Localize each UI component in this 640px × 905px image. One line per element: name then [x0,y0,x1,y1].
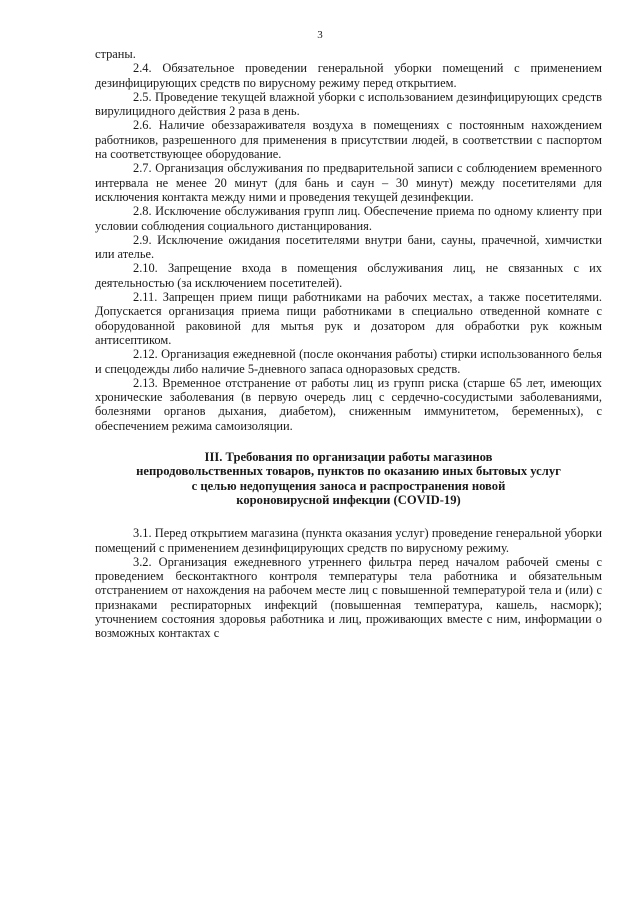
paragraph-2-9: 2.9. Исключение ожидания посетителями внутри бани, сауны, прачечной, химчистки или ателье. [95,232,602,262]
section-heading-line: непродовольственных товаров, пунктов по оказанию иных бытовых услуг [136,464,561,479]
section-heading-line: короновирусной инфекции (COVID-19) [236,492,461,507]
paragraph-2-6: 2.6. Наличие обеззараживателя воздуха в помещениях с постоянным нахождением работников, разрешенного для применения в присутствии людей, в соответствии с паспортом на соответствующее оборудование. [95,118,602,162]
paragraph: страны. [95,47,136,61]
paragraph-2-4: 2.4. Обязательное проведении генеральной уборки помещений с применением дезинфицирующих средств по вирусному режиму перед открытием. [95,61,602,90]
paragraph-2-12: 2.12. Организация ежедневной (после окончания работы) стирки использованного белья и спецодежды либо наличие 5-дневного запаса одноразовых средств. [95,347,602,376]
paragraph-2-8: 2.8. Исключение обслуживания групп лиц. Обеспечение приема по одному клиенту при условии соблюдения социального дистанцирования. [95,204,602,233]
section-heading-line: с целью недопущения заноса и распространения новой [191,478,506,493]
paragraph-2-11: 2.11. Запрещен прием пищи работниками на рабочих местах, а также посетителями. Допускается организация приема пищи работниками в специально отведенной комнате с оборудованной раковиной для мытья рук и дозатором для обработки рук кожным антисептиком. [95,290,602,347]
paragraph-2-7: 2.7. Организация обслуживания по предварительной записи с соблюдением временного интервала не менее 20 минут (для бань и саун – 30 минут) между посетителями для исключения контакта между ними и проведения текущей дезинфекции. [95,161,602,204]
paragraph-3-1: 3.1. Перед открытием магазина (пункта оказания услуг) проведение генеральной уборки помещений с применением дезинфицирующих средств по вирусному режиму. [95,526,602,555]
document-body [95,47,602,641]
paragraph-2-5: 2.5. Проведение текущей влажной уборки с использованием дезинфицирующих средств вирулицидного действия 2 раза в день. [95,89,602,119]
paragraph-2-13: 2.13. Временное отстранение от работы лиц из групп риска (старше 65 лет, имеющих хронические заболевания (в первую очередь лиц с сердечно-сосудистыми заболеваниями, болезнями органов дыхания, диабетом), сниженным иммунитетом, беременных), с обеспечением режима самоизоляции. [95,375,602,433]
section-heading-line: III. Требования по организации работы магазинов [204,450,493,465]
page-number: 3 [317,29,323,41]
paragraph-2-10: 2.10. Запрещение входа в помещения обслуживания лиц, не связанных с их деятельностью (за исключением посетителей). [95,261,602,290]
paragraph-3-2: 3.2. Организация ежедневного утреннего фильтра перед началом рабочей смены с проведением бесконтактного контроля температуры тела работника и обязательным отстранением от нахождения на рабочем месте лиц с повышенной температурой тела и (или) с признаками респираторных инфекций (повышенная температура, кашель, насморк); уточнением состояния здоровья работника и лиц, проживающих вместе с ним, информации о возможных контактах с [95,554,602,641]
section-heading [95,450,602,507]
